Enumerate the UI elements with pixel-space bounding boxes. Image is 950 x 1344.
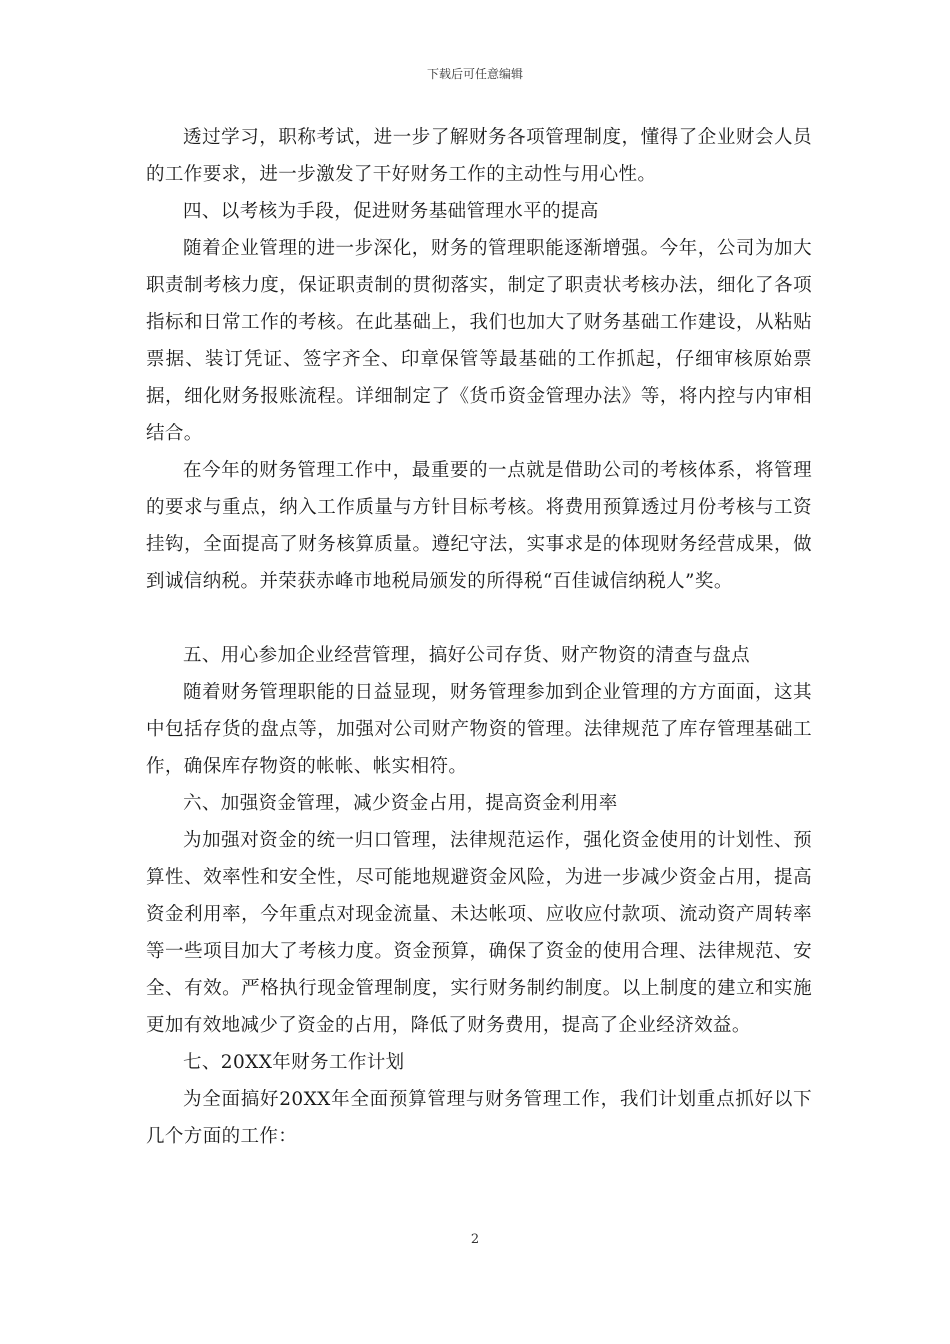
body-paragraph: 为全面搞好20XX年全面预算管理与财务管理工作，我们计划重点抓好以下几个方面的工作： (146, 1089, 812, 1147)
body-paragraph: 随着企业管理的进一步深化，财务的管理职能逐渐增强。今年，公司为加大职责制考核力度，保证职责制的贯彻落实，制定了职责状考核办法，细化了各项指标和日常工作的考核。在此基础上，我们也加大了财务基础工作建设，从粘贴票据、装订凭证、签字齐全、印章保管等最基础的工作抓起，仔细审核原始票据，细化财务报账流程。详细制定了《货币资金管理办法》等，将内控与内审相结合。 (146, 238, 812, 444)
section-heading-4: 四、以考核为手段，促进财务基础管理水平的提高 (183, 201, 599, 222)
page-header: 下载后可任意编辑 (426, 67, 523, 81)
blank-line (146, 600, 812, 637)
page-number: 2 (470, 1232, 480, 1247)
section-heading-6: 六、加强资金管理，减少资金占用，提高资金利用率 (183, 793, 618, 814)
document-body (146, 119, 812, 1155)
section-heading-5: 五、用心参加企业经营管理，搞好公司存货、财产物资的清查与盘点 (183, 645, 751, 666)
section-heading-7: 七、20XX年财务工作计划 (183, 1052, 405, 1073)
body-paragraph: 为加强对资金的统一归口管理，法律规范运作，强化资金使用的计划性、预算性、效率性和安全性，尽可能地规避资金风险，为进一步减少资金占用，提高资金利用率，今年重点对现金流量、未达帐项、应收应付款项、流动资产周转率等一些项目加大了考核力度。资金预算，确保了资金的使用合理、法律规范、安全、有效。严格执行现金管理制度，实行财务制约制度。以上制度的建立和实施更加有效地减少了资金的占用，降低了财务费用，提高了企业经济效益。 (146, 830, 812, 1036)
body-paragraph: 透过学习，职称考试，进一步了解财务各项管理制度，懂得了企业财会人员的工作要求，进一步激发了干好财务工作的主动性与用心性。 (146, 127, 812, 185)
body-paragraph: 随着财务管理职能的日益显现，财务管理参加到企业管理的方方面面，这其中包括存货的盘点等，加强对公司财产物资的管理。法律规范了库存管理基础工作，确保库存物资的帐帐、帐实相符。 (146, 682, 812, 777)
body-paragraph: 在今年的财务管理工作中，最重要的一点就是借助公司的考核体系，将管理的要求与重点，纳入工作质量与方针目标考核。将费用预算透过月份考核与工资挂钩，全面提高了财务核算质量。遵纪守法，实事求是的体现财务经营成果，做到诚信纳税。并荣获赤峰市地税局颁发的所得税“百佳诚信纳税人”奖。 (146, 460, 812, 592)
